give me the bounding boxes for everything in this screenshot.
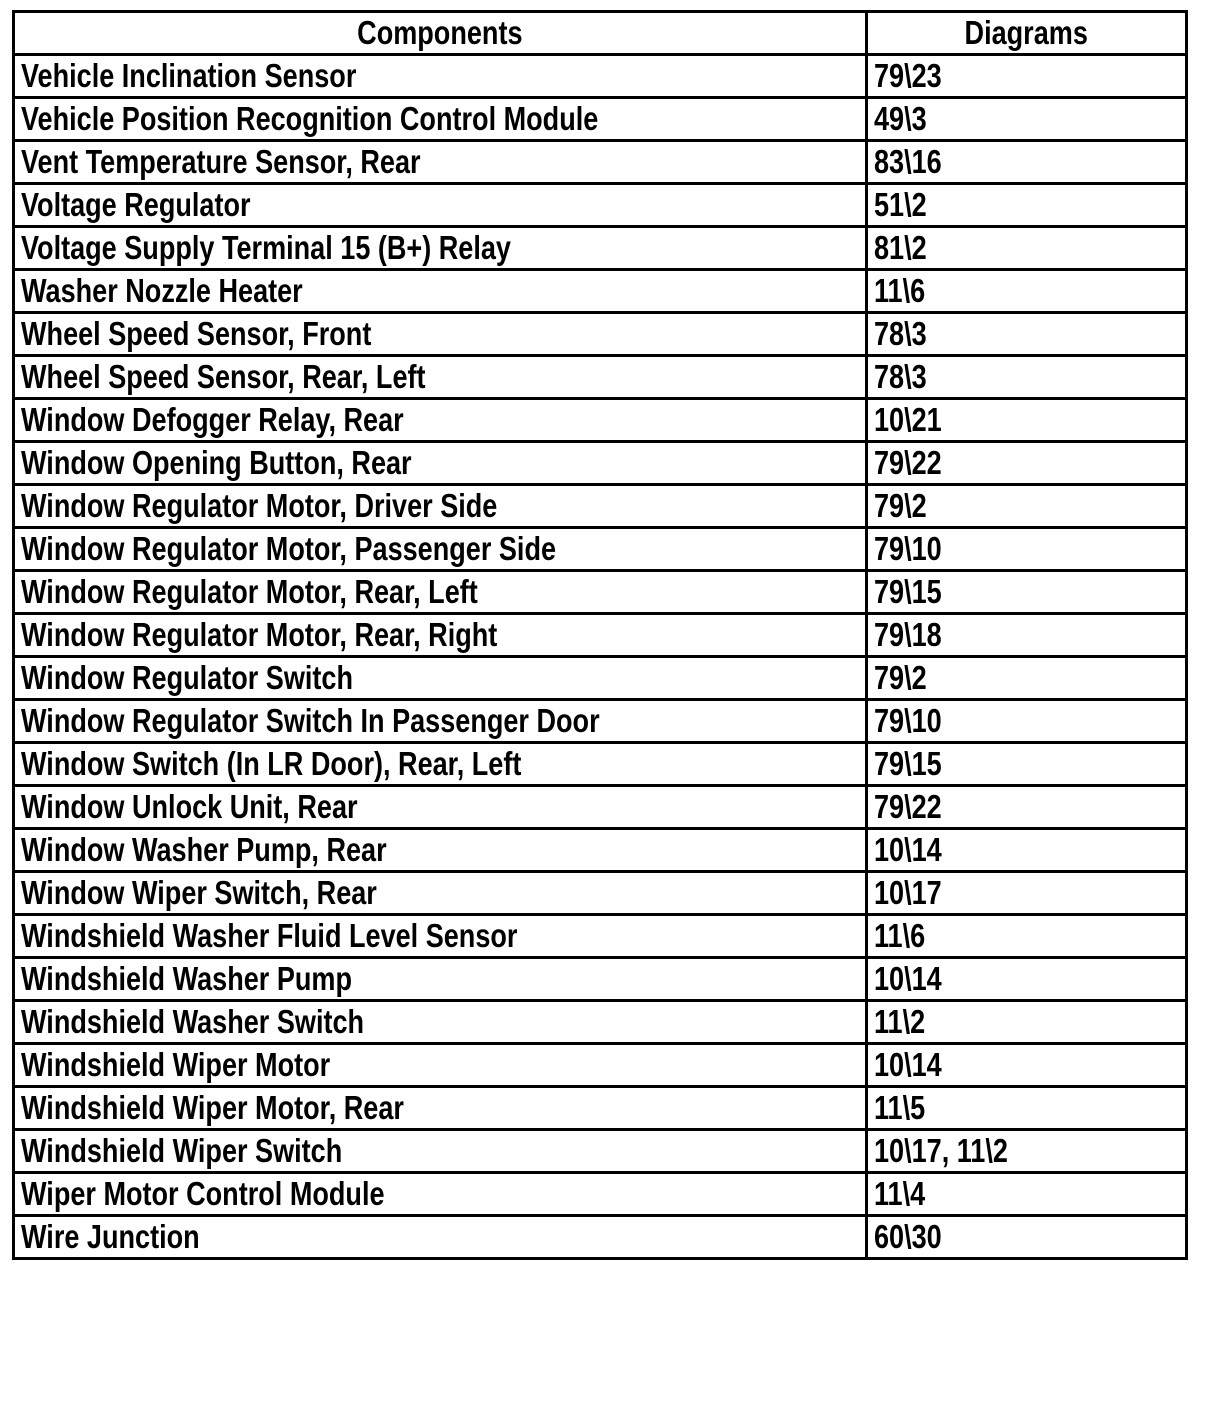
table-row bbox=[14, 1044, 1187, 1087]
diagrams-cell: 10\21 bbox=[867, 399, 1187, 442]
diagrams-cell: 11\5 bbox=[867, 1087, 1187, 1130]
table-row bbox=[14, 1087, 1187, 1130]
component-cell: Voltage Supply Terminal 15 (B+) Relay bbox=[14, 227, 867, 270]
component-cell: Window Regulator Motor, Rear, Left bbox=[14, 571, 867, 614]
component-cell: Wire Junction bbox=[14, 1216, 867, 1259]
diagrams-cell: 11\2 bbox=[867, 1001, 1187, 1044]
diagrams-cell: 11\6 bbox=[867, 915, 1187, 958]
component-cell: Window Regulator Switch bbox=[14, 657, 867, 700]
table-row bbox=[14, 98, 1187, 141]
table-row bbox=[14, 786, 1187, 829]
component-cell: Vehicle Position Recognition Control Module bbox=[14, 98, 867, 141]
header-components bbox=[14, 12, 867, 55]
component-cell: Wheel Speed Sensor, Rear, Left bbox=[14, 356, 867, 399]
component-cell: Window Regulator Motor, Driver Side bbox=[14, 485, 867, 528]
diagrams-cell: 79\22 bbox=[867, 442, 1187, 485]
component-cell: Window Switch (In LR Door), Rear, Left bbox=[14, 743, 867, 786]
diagrams-cell: 78\3 bbox=[867, 313, 1187, 356]
diagrams-cell: 81\2 bbox=[867, 227, 1187, 270]
table-row bbox=[14, 356, 1187, 399]
table-header bbox=[14, 12, 1187, 55]
diagrams-cell: 78\3 bbox=[867, 356, 1187, 399]
diagrams-cell: 49\3 bbox=[867, 98, 1187, 141]
component-cell: Window Wiper Switch, Rear bbox=[14, 872, 867, 915]
table-row bbox=[14, 743, 1187, 786]
component-cell: Window Opening Button, Rear bbox=[14, 442, 867, 485]
table-row bbox=[14, 1216, 1187, 1259]
table-row bbox=[14, 313, 1187, 356]
diagrams-cell: 60\30 bbox=[867, 1216, 1187, 1259]
diagrams-cell: 83\16 bbox=[867, 141, 1187, 184]
component-cell: Windshield Washer Pump bbox=[14, 958, 867, 1001]
component-cell: Windshield Wiper Switch bbox=[14, 1130, 867, 1173]
diagrams-cell: 79\10 bbox=[867, 700, 1187, 743]
component-cell: Window Regulator Switch In Passenger Door bbox=[14, 700, 867, 743]
table-row bbox=[14, 657, 1187, 700]
diagrams-cell: 11\6 bbox=[867, 270, 1187, 313]
component-cell: Window Regulator Motor, Passenger Side bbox=[14, 528, 867, 571]
table-row bbox=[14, 55, 1187, 98]
table-row bbox=[14, 141, 1187, 184]
components-table-container bbox=[12, 10, 1185, 1260]
component-cell: Window Regulator Motor, Rear, Right bbox=[14, 614, 867, 657]
component-cell: Window Unlock Unit, Rear bbox=[14, 786, 867, 829]
component-cell: Windshield Washer Fluid Level Sensor bbox=[14, 915, 867, 958]
component-cell: Washer Nozzle Heater bbox=[14, 270, 867, 313]
diagrams-cell: 79\18 bbox=[867, 614, 1187, 657]
table-row bbox=[14, 915, 1187, 958]
component-cell: Wheel Speed Sensor, Front bbox=[14, 313, 867, 356]
diagrams-cell: 10\14 bbox=[867, 958, 1187, 1001]
table-row bbox=[14, 1173, 1187, 1216]
header-diagrams-label: Diagrams bbox=[964, 14, 1089, 51]
table-body bbox=[14, 55, 1187, 1259]
diagrams-cell: 79\2 bbox=[867, 485, 1187, 528]
table-row bbox=[14, 614, 1187, 657]
table-row bbox=[14, 829, 1187, 872]
diagrams-cell: 79\2 bbox=[867, 657, 1187, 700]
table-row bbox=[14, 700, 1187, 743]
table-row bbox=[14, 270, 1187, 313]
diagrams-cell: 79\15 bbox=[867, 743, 1187, 786]
component-cell: Windshield Wiper Motor, Rear bbox=[14, 1087, 867, 1130]
table-row bbox=[14, 1130, 1187, 1173]
diagrams-cell: 11\4 bbox=[867, 1173, 1187, 1216]
header-components-label: Components bbox=[357, 14, 523, 51]
table-row bbox=[14, 227, 1187, 270]
table-row bbox=[14, 184, 1187, 227]
diagrams-cell: 79\10 bbox=[867, 528, 1187, 571]
diagrams-cell: 79\15 bbox=[867, 571, 1187, 614]
diagrams-cell: 10\17 bbox=[867, 872, 1187, 915]
diagrams-cell: 79\22 bbox=[867, 786, 1187, 829]
component-cell: Voltage Regulator bbox=[14, 184, 867, 227]
diagrams-cell: 79\23 bbox=[867, 55, 1187, 98]
table-row bbox=[14, 958, 1187, 1001]
diagrams-cell: 10\14 bbox=[867, 829, 1187, 872]
component-cell: Window Defogger Relay, Rear bbox=[14, 399, 867, 442]
diagrams-cell: 51\2 bbox=[867, 184, 1187, 227]
table-row bbox=[14, 1001, 1187, 1044]
table-row bbox=[14, 571, 1187, 614]
component-cell: Vehicle Inclination Sensor bbox=[14, 55, 867, 98]
diagrams-cell: 10\14 bbox=[867, 1044, 1187, 1087]
components-diagrams-table bbox=[12, 10, 1188, 1260]
component-cell: Wiper Motor Control Module bbox=[14, 1173, 867, 1216]
component-cell: Windshield Washer Switch bbox=[14, 1001, 867, 1044]
component-cell: Vent Temperature Sensor, Rear bbox=[14, 141, 867, 184]
diagrams-cell: 10\17, 11\2 bbox=[867, 1130, 1187, 1173]
table-row bbox=[14, 442, 1187, 485]
table-row bbox=[14, 872, 1187, 915]
component-cell: Window Washer Pump, Rear bbox=[14, 829, 867, 872]
component-cell: Windshield Wiper Motor bbox=[14, 1044, 867, 1087]
table-row bbox=[14, 399, 1187, 442]
header-row bbox=[14, 12, 1187, 55]
header-diagrams bbox=[867, 12, 1187, 55]
table-row bbox=[14, 485, 1187, 528]
table-row bbox=[14, 528, 1187, 571]
